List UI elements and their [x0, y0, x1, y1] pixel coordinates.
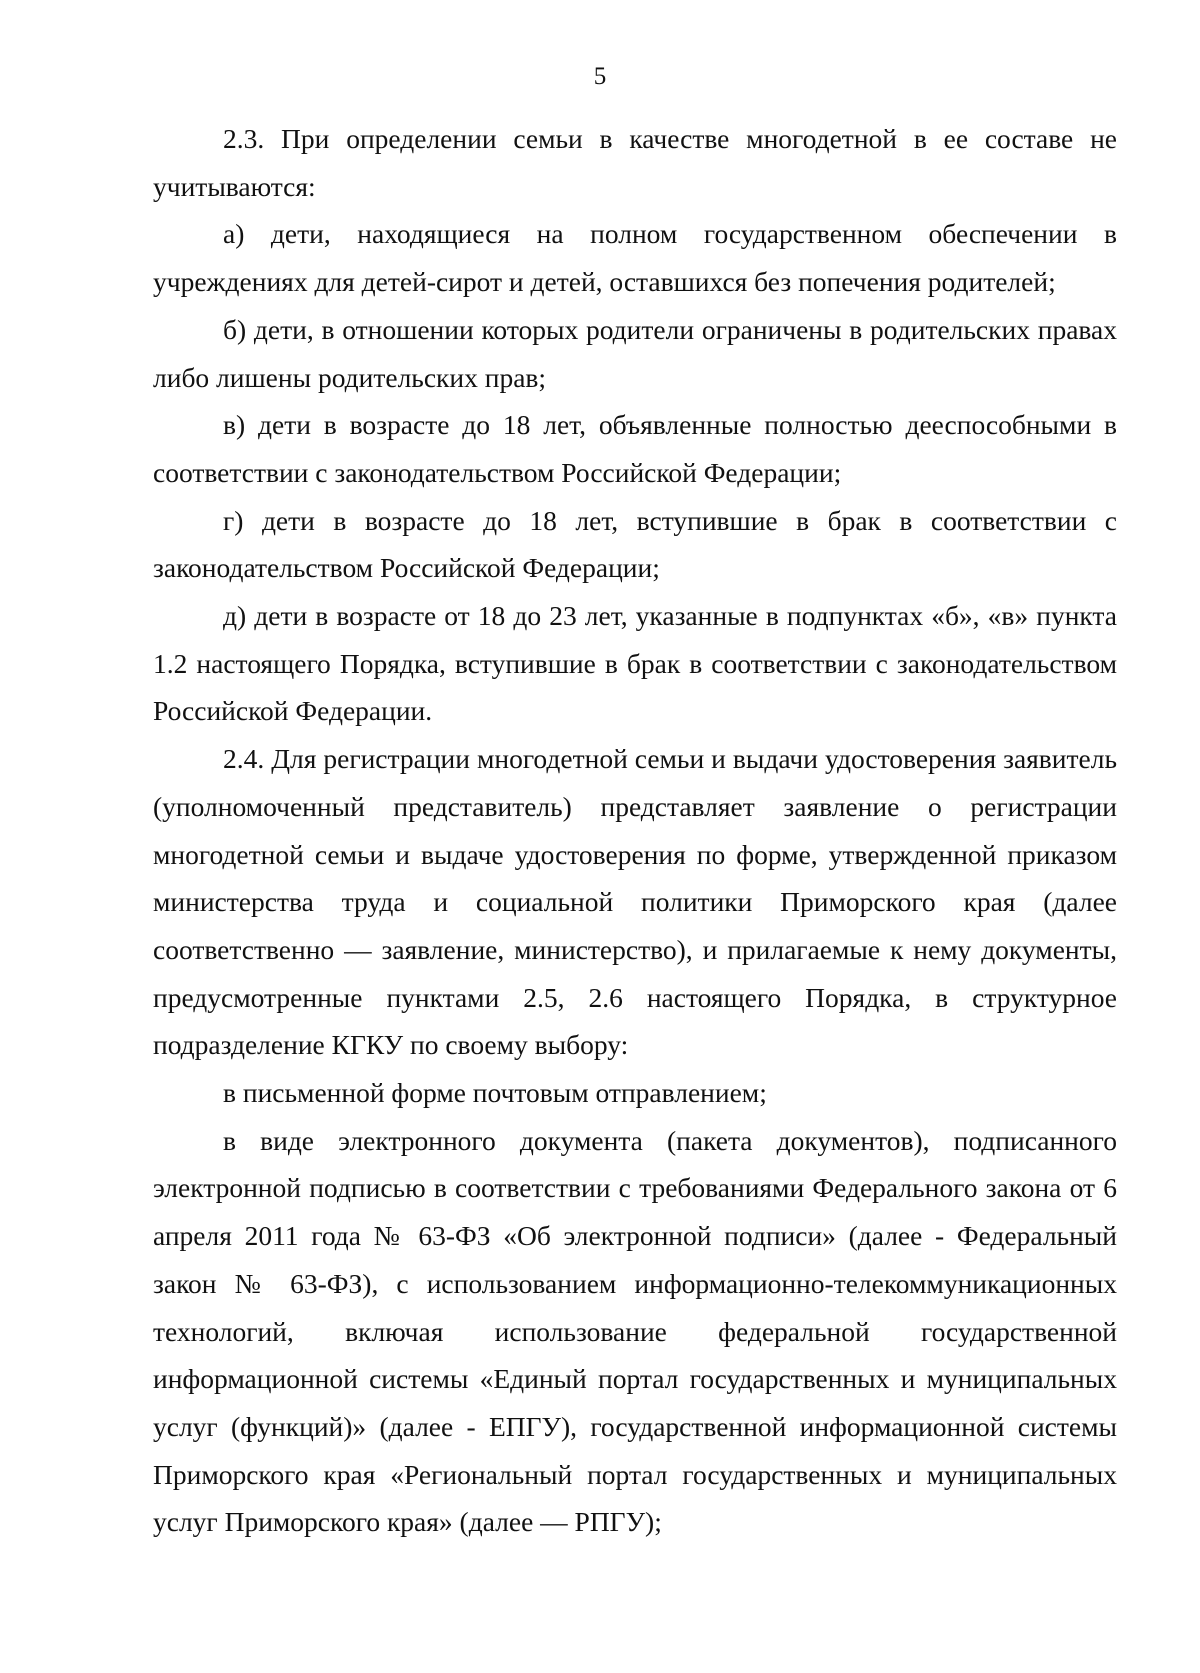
paragraph-2-3-v: в) дети в возрасте до 18 лет, объявленные полностью дееспособными в соответствии с законодательством Российской Федерации;	[153, 409, 1117, 488]
paragraph-2-3-b: б) дети, в отношении которых родители ограничены в родительских правах либо лишены родительских прав;	[153, 313, 1117, 393]
paragraph-2-4: 2.4. Для регистрации многодетной семьи и выдачи удостоверения заявитель (уполномоченный представитель) представляет заявление о регистрации многодетной семьи и выдаче удостоверения по форме, утвержденной приказом министерства труда и социальной политики Приморского края (далее соответственно — заявление, министерство), и прилагаемые к нему документы, предусмотренные пунктами 2.5, 2.6 настоящего Порядка, в структурное подразделение КГКУ по своему выбору:	[153, 743, 1117, 1061]
paragraph-2-3: 2.3. При определении семьи в качестве многодетной в ее составе не учитываются:	[153, 123, 1117, 202]
paragraph-2-3-a: а) дети, находящиеся на полном государственном обеспечении в учреждениях для детей-сирот и детей, оставшихся без попечения родителей;	[153, 218, 1117, 298]
document-body	[153, 115, 1117, 1546]
paragraph-2-3-d: д) дети в возрасте от 18 до 23 лет, указанные в подпунктах «б», «в» пункта 1.2 настоящего Порядка, вступившие в брак в соответствии с законодательством Российской Федерации.	[153, 600, 1117, 727]
paragraph-2-4-mail: в письменной форме почтовым отправлением;	[223, 1077, 767, 1109]
page-number: 5	[593, 63, 607, 90]
paragraph-2-3-g: г) дети в возрасте до 18 лет, вступившие в брак в соответствии с законодательством Российской Федерации;	[153, 504, 1117, 584]
paragraph-2-4-electronic: в виде электронного документа (пакета документов), подписанного электронной подписью в соответствии с требованиями Федерального закона от 6 апреля 2011 года № 63-ФЗ «Об электронной подписи» (далее - Федеральный закон № 63-ФЗ), с использованием информационно-телекоммуникационных технологий, включая использование федеральной государственной информационной системы «Единый портал государственных и муниципальных услуг (функций)» (далее - ЕПГУ), государственной информационной системы Приморского края «Региональный портал государственных и муниципальных услуг Приморского края» (далее — РПГУ);	[153, 1124, 1117, 1538]
